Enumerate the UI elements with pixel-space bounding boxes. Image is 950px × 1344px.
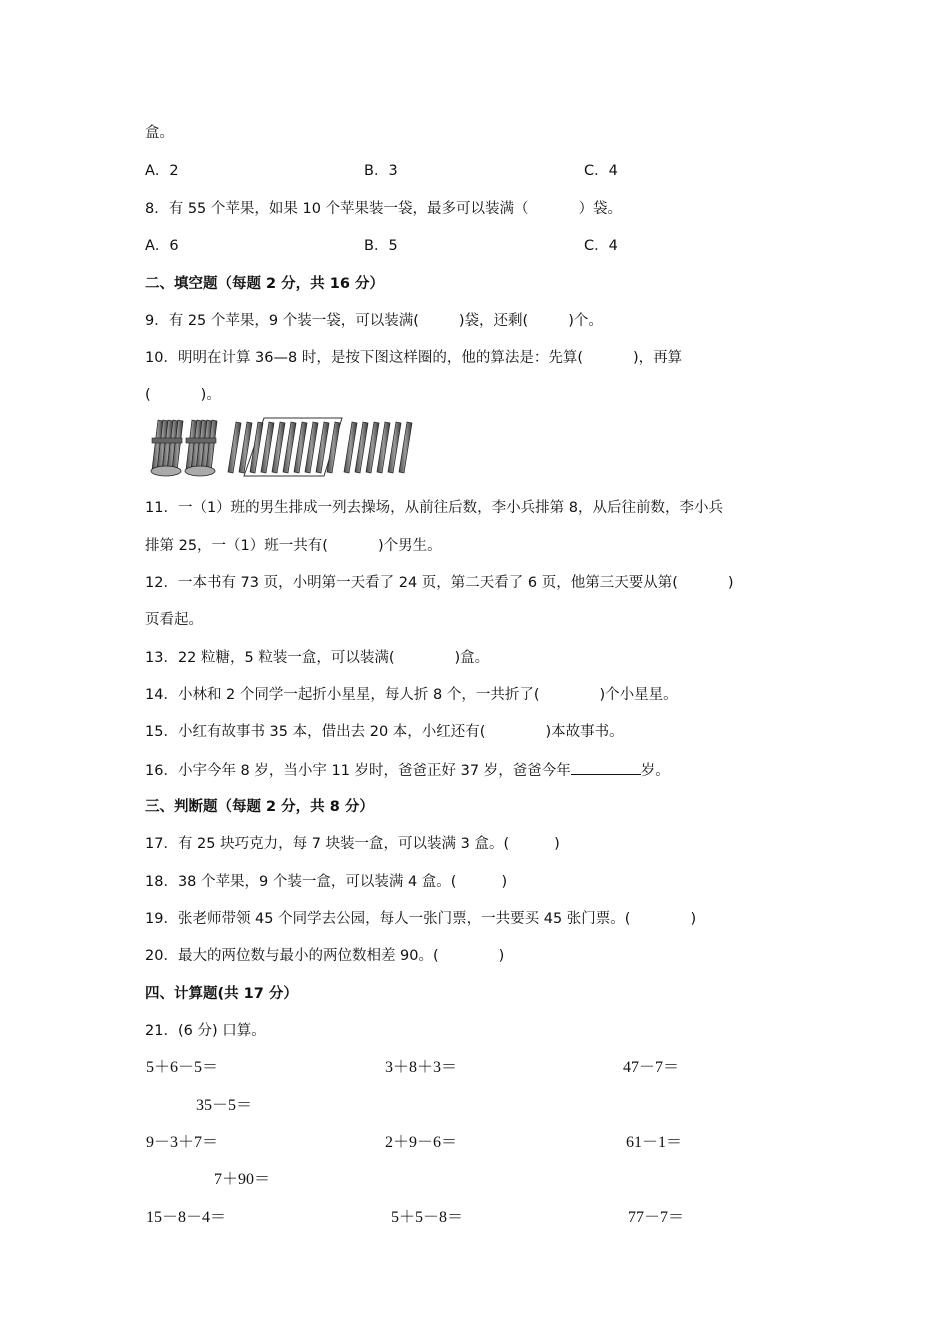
q9-text-end: )个。: [568, 313, 603, 329]
q10-text-mid: )，再算: [633, 350, 683, 366]
loose-sticks-icon: [344, 422, 412, 473]
calc-item: 9－3＋7＝: [146, 1134, 219, 1151]
section-2-heading: 二、填空题（每题 2 分，共 16 分）: [145, 276, 384, 292]
q7-option-b[interactable]: B．3: [364, 163, 398, 179]
question-8: [145, 199, 622, 219]
q11-text: 排第 25，一（1）班一共有(: [145, 538, 328, 554]
q20-close: ): [498, 948, 505, 964]
stick-bundle-icon: [185, 420, 217, 476]
q8-text-end: ）袋。: [578, 201, 623, 217]
question-12: [145, 573, 734, 593]
question-12-cont: 页看起。: [145, 612, 203, 628]
question-11-cont: [145, 536, 442, 556]
q11-text-end: )个男生。: [377, 538, 442, 554]
q15-text-end: )本故事书。: [545, 724, 624, 740]
calc-item: 61－1＝: [626, 1134, 683, 1151]
q15-text: 15．小红有故事书 35 本，借出去 20 本，小红还有(: [145, 724, 486, 740]
calc-item: 35－5＝: [196, 1097, 253, 1114]
calc-item: 77－7＝: [628, 1209, 685, 1226]
q7-option-c[interactable]: C．4: [584, 163, 618, 179]
section-4-heading: 四、计算题(共 17 分）: [145, 986, 298, 1002]
question-10: [145, 348, 682, 368]
counting-sticks-figure: [146, 414, 418, 478]
section-3-heading: 三、判断题（每题 2 分，共 8 分）: [145, 799, 374, 815]
q12-text: 12．一本书有 73 页，小明第一天看了 24 页，第二天看了 6 页，他第三天要从第(: [145, 575, 678, 591]
q9-text-mid: )袋，还剩(: [458, 313, 529, 329]
q17-text: 17．有 25 块巧克力，每 7 块装一盒，可以装满 3 盒。(: [145, 836, 510, 852]
q17-close: ): [554, 836, 560, 852]
q13-text: 13．22 粒糖，5 粒装一盒，可以装满(: [145, 650, 395, 666]
calc-item: 5＋6－5＝: [146, 1059, 219, 1076]
q16-text: 16．小宇今年 8 岁，当小宇 11 岁时，爸爸正好 37 岁，爸爸今年: [145, 763, 571, 779]
q16-blank[interactable]: [571, 760, 641, 775]
question-10-cont: [145, 385, 221, 405]
question-11: 11．一（1）班的男生排成一列去操场，从前往后数，李小兵排第 8，从后往前数，李小兵: [145, 500, 724, 516]
calc-item: 7＋90＝: [214, 1171, 271, 1188]
q10-text: 10．明明在计算 36—8 时，是按下图这样圈的，他的算法是：先算(: [145, 350, 583, 366]
q9-text: 9．有 25 个苹果，9 个装一袋，可以装满(: [145, 313, 419, 329]
q13-text-end: )盒。: [454, 650, 490, 666]
calc-item: 5＋5－8＝: [391, 1209, 464, 1226]
line-box-continuation: 盒。: [145, 125, 174, 141]
question-19: [145, 909, 696, 929]
question-15: [145, 722, 624, 742]
q14-text-end: )个小星星。: [599, 687, 678, 703]
q8-option-b[interactable]: B．5: [364, 238, 398, 254]
question-16: [145, 760, 670, 781]
q12-close: ): [727, 575, 734, 591]
q10-open: (: [145, 387, 151, 403]
q7-option-a[interactable]: A．2: [145, 163, 179, 179]
q19-close: ): [690, 911, 697, 927]
q18-text: 18．38 个苹果，9 个装一盒，可以装满 4 盒。(: [145, 874, 457, 890]
q18-close: ): [501, 874, 508, 890]
calc-item: 47－7＝: [623, 1059, 680, 1076]
q8-text: 8．有 55 个苹果，如果 10 个苹果装一袋，最多可以装满（: [145, 201, 529, 217]
question-14: [145, 685, 678, 705]
calc-item: 2＋9－6＝: [385, 1134, 458, 1151]
stick-bundle-icon: [151, 420, 183, 476]
q14-text: 14．小林和 2 个同学一起折小星星，每人折 8 个，一共折了(: [145, 687, 540, 703]
question-9: [145, 311, 603, 331]
q20-text: 20．最大的两位数与最小的两位数相差 90。(: [145, 948, 439, 964]
q19-text: 19．张老师带领 45 个同学去公园，每人一张门票，一共要买 45 张门票。(: [145, 911, 631, 927]
question-13: [145, 648, 489, 668]
calc-item: 15－8－4＝: [146, 1209, 227, 1226]
calc-item: 3＋8＋3＝: [385, 1059, 458, 1076]
loose-sticks-icon: [228, 422, 340, 473]
question-20: [145, 946, 504, 966]
q8-option-c[interactable]: C．4: [584, 238, 618, 254]
question-17: [145, 834, 560, 854]
q16-text-end: 岁。: [640, 763, 670, 779]
question-18: [145, 872, 507, 892]
q8-option-a[interactable]: A．6: [145, 238, 179, 254]
q10-text-end: )。: [200, 387, 221, 403]
question-21: 21．(6 分) 口算。: [145, 1023, 266, 1039]
